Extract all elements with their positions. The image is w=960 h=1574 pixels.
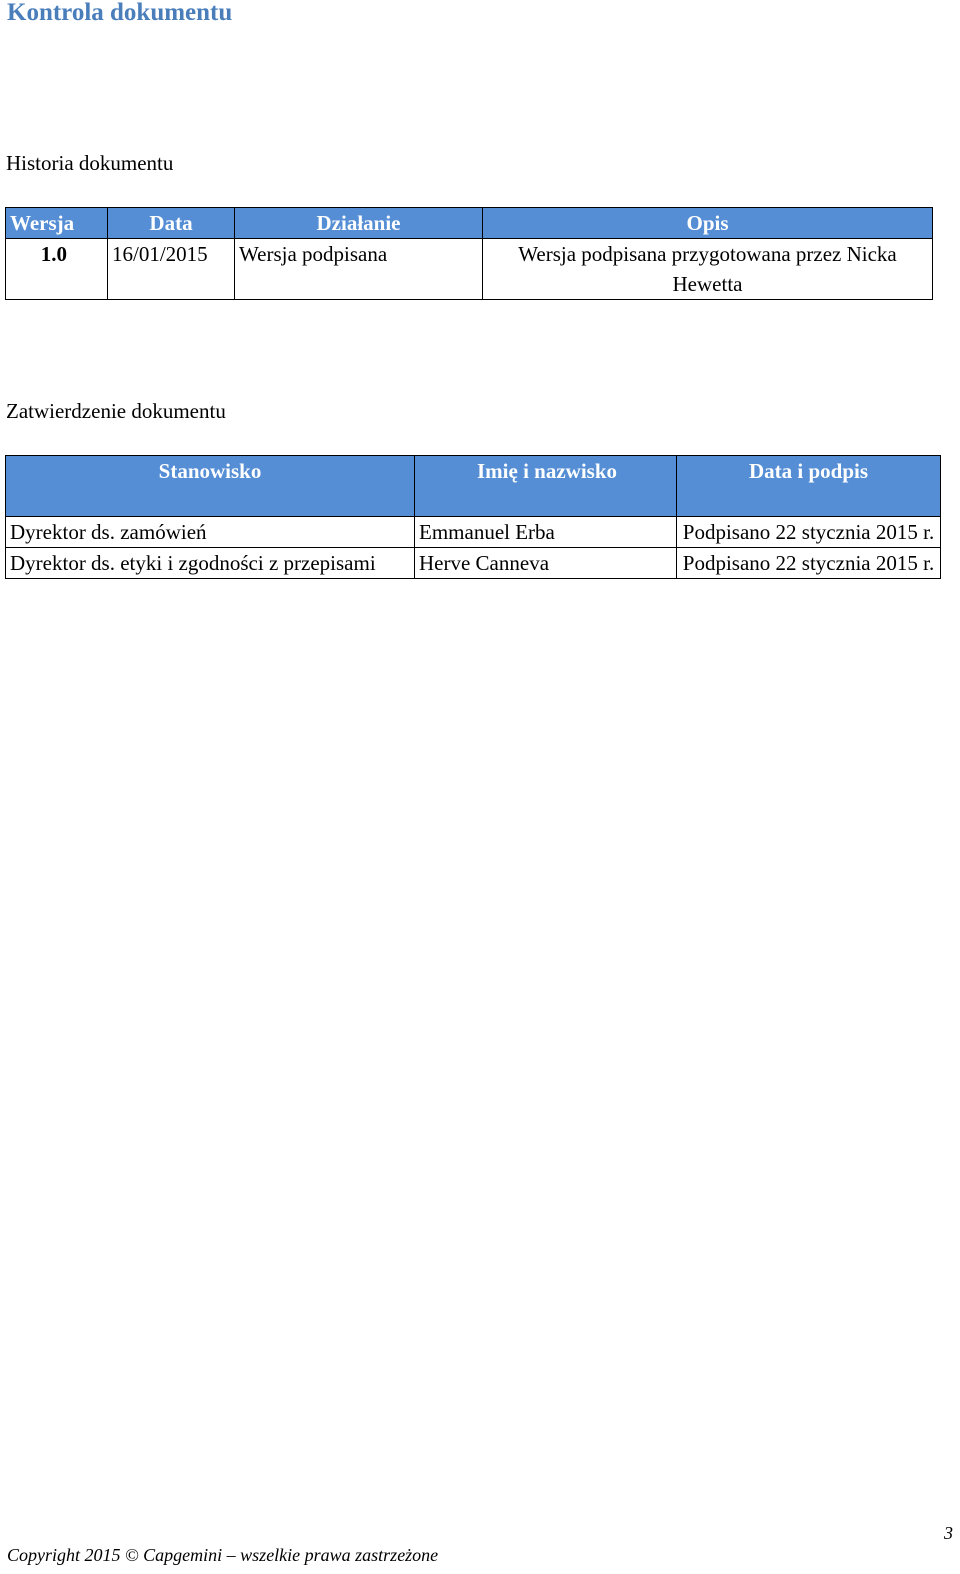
approval-cell-name: Herve Canneva [415, 548, 677, 579]
approval-row [6, 517, 941, 548]
history-cell-description: Wersja podpisana przygotowana przez Nicka Hewetta [483, 239, 933, 300]
approval-header-role: Stanowisko [6, 456, 415, 517]
approval-cell-name: Emmanuel Erba [415, 517, 677, 548]
history-header-action: Działanie [235, 208, 483, 239]
approval-row [6, 548, 941, 579]
history-heading: Historia dokumentu [6, 151, 174, 175]
history-cell-action: Wersja podpisana [235, 239, 483, 300]
history-cell-date: 16/01/2015 [108, 239, 235, 300]
page-number: 3 [944, 1523, 953, 1543]
approval-cell-signature: Podpisano 22 stycznia 2015 r. [677, 517, 941, 548]
history-header-row [6, 208, 933, 239]
footer-copyright: Copyright 2015 © Capgemini – wszelkie prawa zastrzeżone [7, 1545, 439, 1565]
history-cell-version: 1.0 [6, 239, 108, 300]
approval-heading: Zatwierdzenie dokumentu [6, 399, 226, 423]
history-header-description: Opis [483, 208, 933, 239]
approval-header-row [6, 456, 941, 517]
approval-header-name: Imię i nazwisko [415, 456, 677, 517]
approval-table [5, 455, 941, 579]
history-header-date: Data [108, 208, 235, 239]
history-table [5, 207, 933, 300]
approval-cell-signature: Podpisano 22 stycznia 2015 r. [677, 548, 941, 579]
history-row [6, 239, 933, 300]
approval-header-signature: Data i podpis [677, 456, 941, 517]
history-header-version: Wersja [6, 208, 108, 239]
approval-cell-role: Dyrektor ds. etyki i zgodności z przepisami [6, 548, 415, 579]
approval-cell-role: Dyrektor ds. zamówień [6, 517, 415, 548]
page-title: Kontrola dokumentu [7, 0, 233, 26]
